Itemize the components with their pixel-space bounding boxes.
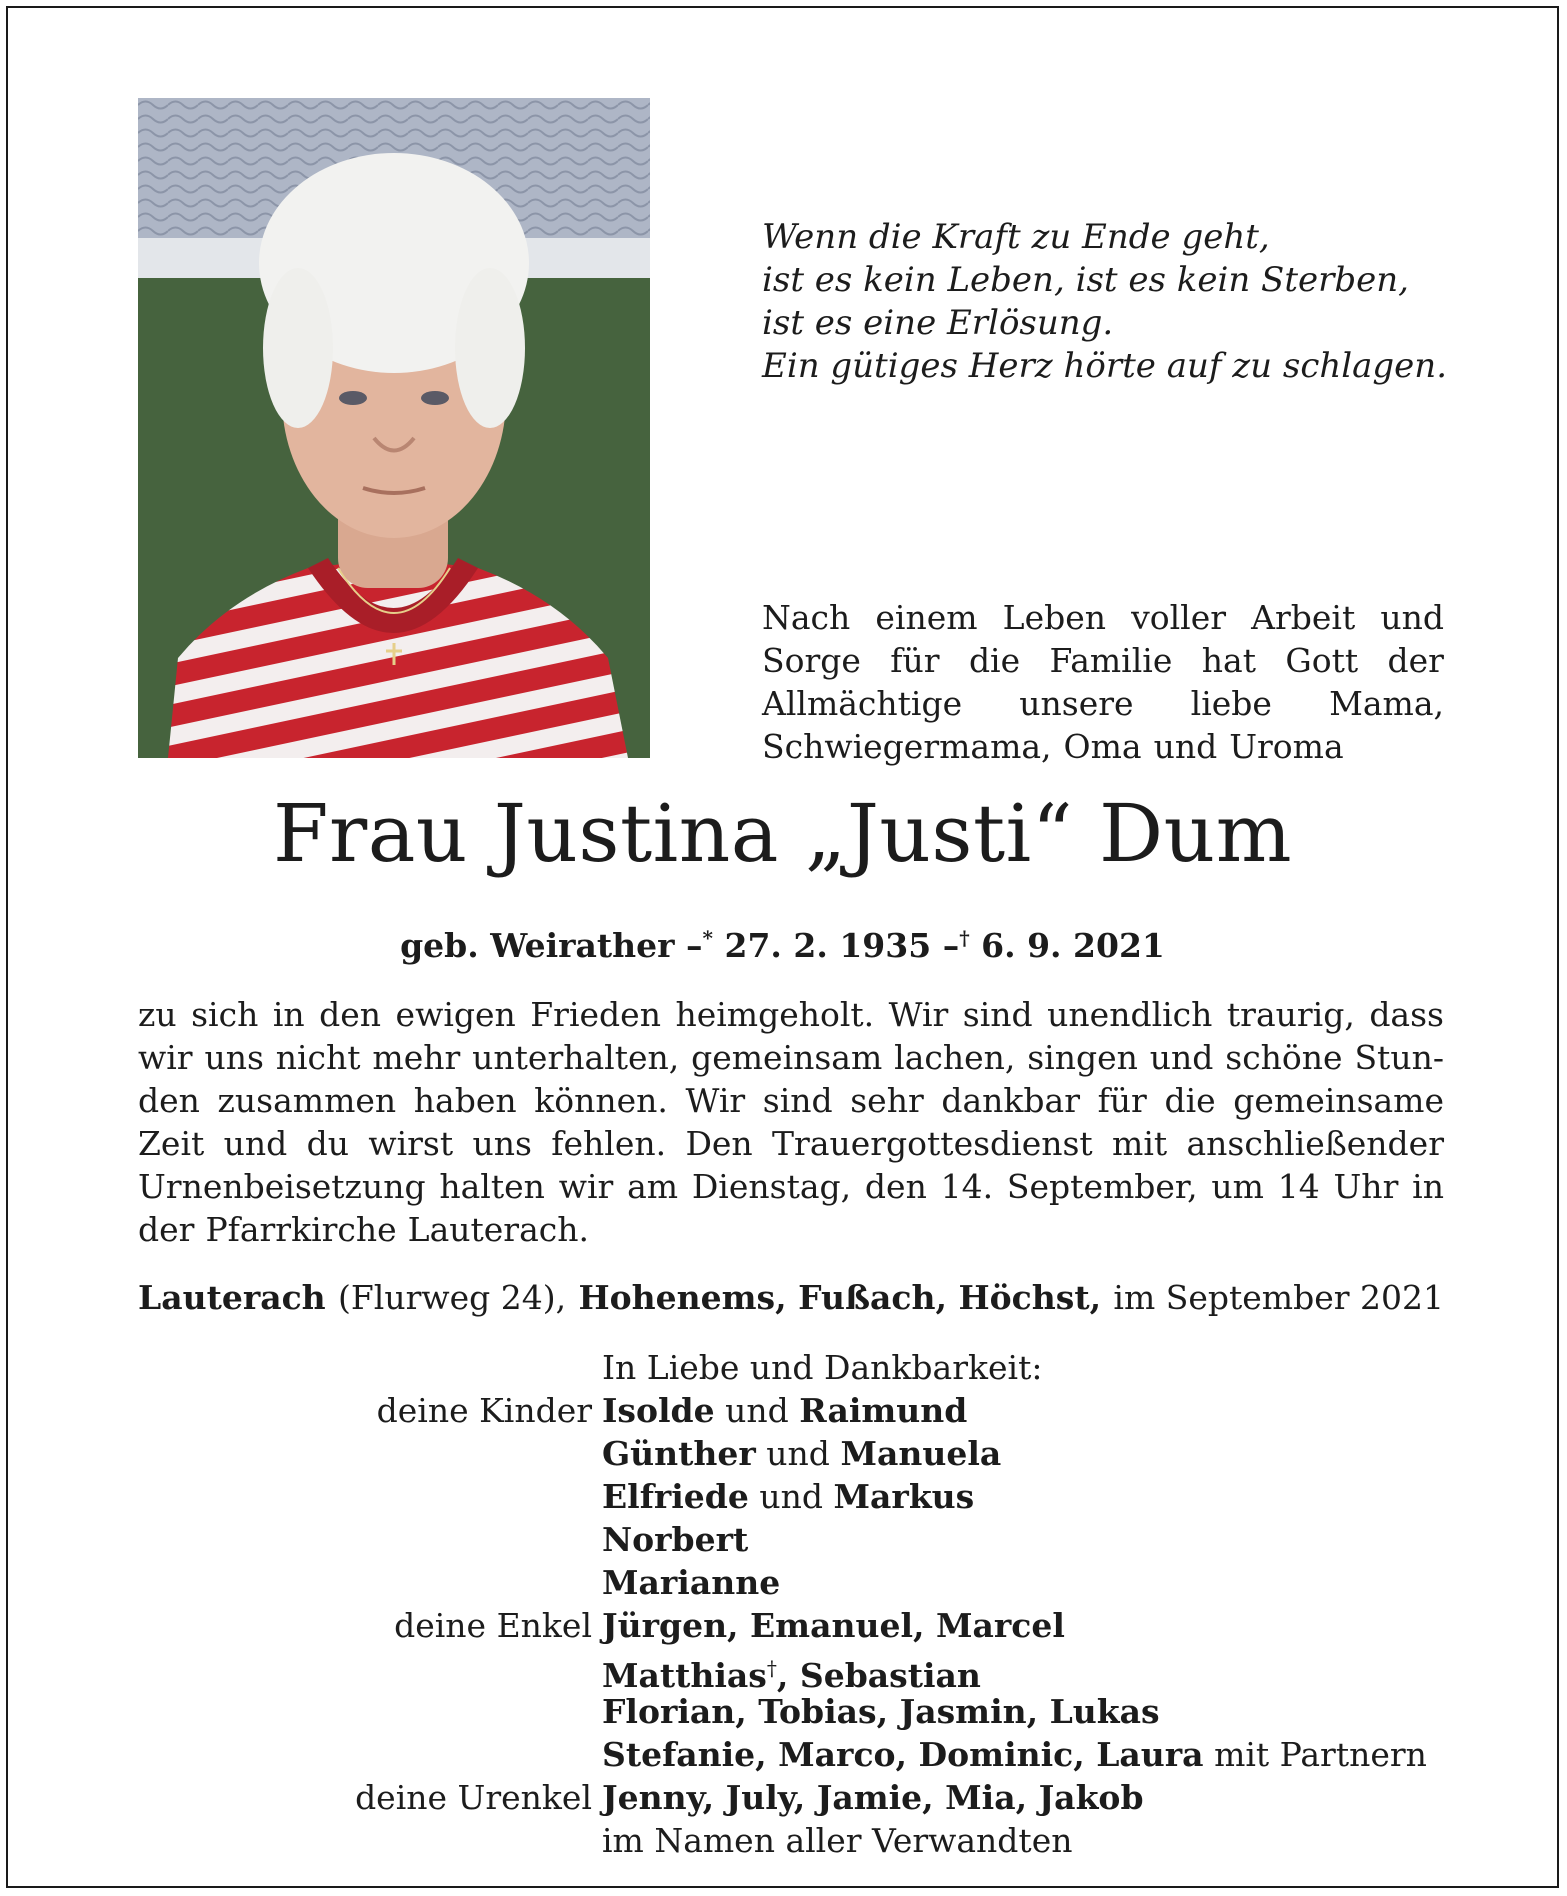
- word: Oma: [1063, 727, 1142, 766]
- word: Arbeit: [1251, 598, 1356, 637]
- word: den: [864, 1167, 927, 1206]
- word: ewigen: [395, 995, 516, 1034]
- word: in: [1412, 1167, 1444, 1206]
- word: Leben: [1002, 598, 1107, 637]
- word: singen: [1027, 1038, 1138, 1077]
- word: fehlen.: [551, 1124, 667, 1163]
- family-list: [8, 1346, 1561, 1862]
- body-line: [138, 1122, 1444, 1165]
- poem-line: Wenn die Kraft zu Ende geht,: [762, 217, 1270, 257]
- word: Lauterach.: [407, 1210, 589, 1249]
- word: dass: [1369, 995, 1444, 1034]
- grandchildren-names: Stefanie, Marco, Dominic, Laura: [602, 1735, 1204, 1774]
- word: liebe: [1190, 684, 1272, 723]
- word: sich: [191, 995, 259, 1034]
- word: den: [319, 995, 382, 1034]
- word: Urnenbeisetzung: [138, 1167, 426, 1206]
- word: die: [1164, 1081, 1216, 1120]
- child-partner-name: Markus: [833, 1477, 975, 1516]
- grandchildren-label: deine Enkel: [394, 1606, 592, 1645]
- word: der: [1387, 641, 1444, 680]
- word: Zeit: [138, 1124, 205, 1163]
- word: für: [890, 641, 940, 680]
- grandchildren-names: Florian, Tobias, Jasmin, Lukas: [602, 1692, 1160, 1731]
- word: und: [223, 1124, 288, 1163]
- place-address: (Flurweg 24),: [338, 1278, 567, 1317]
- place-towns: Hohenems, Fußach, Höchst,: [578, 1278, 1102, 1317]
- family-intro-row: [8, 1346, 1561, 1389]
- word: am: [627, 1167, 679, 1206]
- family-row: [8, 1604, 1561, 1647]
- family-row: [8, 1518, 1561, 1561]
- word: Den: [685, 1124, 753, 1163]
- word: hat: [1201, 641, 1256, 680]
- place-line: [138, 1276, 1444, 1319]
- word: traurig,: [1226, 995, 1355, 1034]
- word: und: [1153, 727, 1218, 766]
- death-date: 6. 9. 2021: [981, 926, 1165, 965]
- word: haben: [413, 1081, 517, 1120]
- greatgrandchildren-label: deine Urenkel: [355, 1778, 592, 1817]
- word: mit: [1112, 1124, 1168, 1163]
- word: Allmächtige: [762, 684, 963, 723]
- word: Frieden: [530, 995, 661, 1034]
- word: Dienstag,: [691, 1167, 852, 1206]
- body-line: [138, 1165, 1444, 1208]
- family-row: [8, 1389, 1561, 1432]
- word: Mama,: [1329, 684, 1444, 723]
- intro-line: [762, 725, 1444, 768]
- obituary-notice: [6, 6, 1559, 1888]
- word: mehr: [372, 1038, 461, 1077]
- child-name: Günther: [602, 1434, 756, 1473]
- word: voller: [1131, 598, 1227, 637]
- word: Gott: [1285, 641, 1359, 680]
- poem-line: ist es eine Erlösung.: [762, 303, 1114, 343]
- word: einem: [875, 598, 978, 637]
- intro-line: [762, 596, 1444, 639]
- date-separator: –: [686, 926, 703, 965]
- portrait-photo: [138, 98, 650, 758]
- children-label: deine Kinder: [376, 1391, 592, 1430]
- word: Uroma: [1229, 727, 1344, 766]
- word: wirst: [368, 1124, 454, 1163]
- family-row: [8, 1733, 1561, 1776]
- word: unendlich: [1047, 995, 1213, 1034]
- word: den: [138, 1081, 200, 1120]
- grandchild-name: , Sebastian: [776, 1656, 981, 1695]
- maiden-name: geb. Weirather: [400, 926, 675, 965]
- deceased-name: Frau Justina „Justi“ Dum: [272, 787, 1293, 880]
- family-row: [8, 1776, 1561, 1819]
- word: 14.: [940, 1167, 994, 1206]
- date-separator: –: [942, 926, 960, 965]
- word: uns: [204, 1038, 264, 1077]
- poem-line: Ein gütiges Herz hörte auf zu schlagen.: [762, 346, 1447, 386]
- closing-line: im Namen aller Verwandten: [602, 1821, 1073, 1860]
- greatgrandchildren-names: Jenny, July, Jamie, Mia, Jakob: [602, 1778, 1144, 1817]
- word: Familie: [1049, 641, 1173, 680]
- word: können.: [534, 1081, 668, 1120]
- and-word: und: [725, 1391, 789, 1430]
- word: September,: [1006, 1167, 1198, 1206]
- family-row: [8, 1819, 1561, 1862]
- word: dankbar: [941, 1081, 1080, 1120]
- word: Uhr: [1333, 1167, 1399, 1206]
- word: zusammen: [217, 1081, 397, 1120]
- and-word: und: [766, 1434, 830, 1473]
- word: Schwiegermama,: [762, 727, 1052, 766]
- intro-text: [762, 596, 1444, 768]
- child-name: Elfriede: [602, 1477, 749, 1516]
- family-row: [8, 1561, 1561, 1604]
- word: sehr: [850, 1081, 924, 1120]
- body-line: [138, 1079, 1444, 1122]
- word: sind: [762, 1081, 833, 1120]
- family-row: [8, 1690, 1561, 1733]
- word: lachen,: [894, 1038, 1016, 1077]
- partners-note: mit Partnern: [1214, 1735, 1427, 1774]
- word: die: [968, 641, 1021, 680]
- word: wir: [558, 1167, 614, 1206]
- word: uns: [472, 1124, 532, 1163]
- intro-line: [762, 639, 1444, 682]
- child-partner-name: Manuela: [840, 1434, 1002, 1473]
- word: gemeinsame: [1233, 1081, 1444, 1120]
- poem: [762, 216, 1447, 388]
- intro-line: [762, 682, 1444, 725]
- birth-date: 27. 2. 1935: [724, 926, 932, 965]
- body-line: [138, 1036, 1444, 1079]
- word: Nach: [762, 598, 851, 637]
- word: Trauergottesdienst: [772, 1124, 1093, 1163]
- word: gemeinsam: [691, 1038, 883, 1077]
- grandchild-name: Matthias: [602, 1656, 767, 1695]
- word: nicht: [275, 1038, 361, 1077]
- word: anschließender: [1186, 1124, 1444, 1163]
- cross-symbol: †: [766, 1656, 777, 1680]
- poem-line: ist es kein Leben, ist es kein Sterben,: [762, 260, 1409, 300]
- portrait-illustration: [138, 98, 650, 758]
- death-symbol: †: [959, 926, 970, 950]
- word: für: [1097, 1081, 1147, 1120]
- child-name: Marianne: [602, 1563, 781, 1602]
- word: wir: [138, 1038, 193, 1077]
- body-line: [138, 1208, 1444, 1251]
- word: halten: [439, 1167, 545, 1206]
- word: unsere: [1019, 684, 1134, 723]
- and-word: und: [759, 1477, 824, 1516]
- place-town: Lauterach: [138, 1278, 326, 1317]
- word: unterhalten,: [472, 1038, 680, 1077]
- word: Sorge: [762, 641, 861, 680]
- family-intro: In Liebe und Dankbarkeit:: [602, 1348, 1043, 1387]
- child-name: Isolde: [602, 1391, 715, 1430]
- body-line: [138, 993, 1444, 1036]
- word: heimgeholt.: [675, 995, 875, 1034]
- family-row: [8, 1475, 1561, 1518]
- word: in: [272, 995, 305, 1034]
- word: um: [1211, 1167, 1264, 1206]
- word: Wir: [888, 995, 949, 1034]
- place-date: im September 2021: [1113, 1278, 1444, 1317]
- word: und: [1380, 598, 1444, 637]
- word: Wir: [685, 1081, 746, 1120]
- birth-symbol: *: [702, 926, 713, 950]
- word: der: [138, 1210, 195, 1249]
- word: 14: [1277, 1167, 1320, 1206]
- child-partner-name: Raimund: [799, 1391, 968, 1430]
- word: du: [306, 1124, 349, 1163]
- grandchildren-names: Jürgen, Emanuel, Marcel: [602, 1606, 1065, 1645]
- body-text: [138, 993, 1444, 1251]
- life-dates: [8, 926, 1557, 965]
- word: Pfarrkirche: [205, 1210, 397, 1249]
- word: schöne: [1225, 1038, 1343, 1077]
- word: zu: [138, 995, 177, 1034]
- word: Stun-: [1354, 1038, 1444, 1077]
- family-row: [8, 1647, 1561, 1695]
- word: und: [1149, 1038, 1214, 1077]
- child-name: Norbert: [602, 1520, 749, 1559]
- family-row: [8, 1432, 1561, 1475]
- word: sind: [962, 995, 1033, 1034]
